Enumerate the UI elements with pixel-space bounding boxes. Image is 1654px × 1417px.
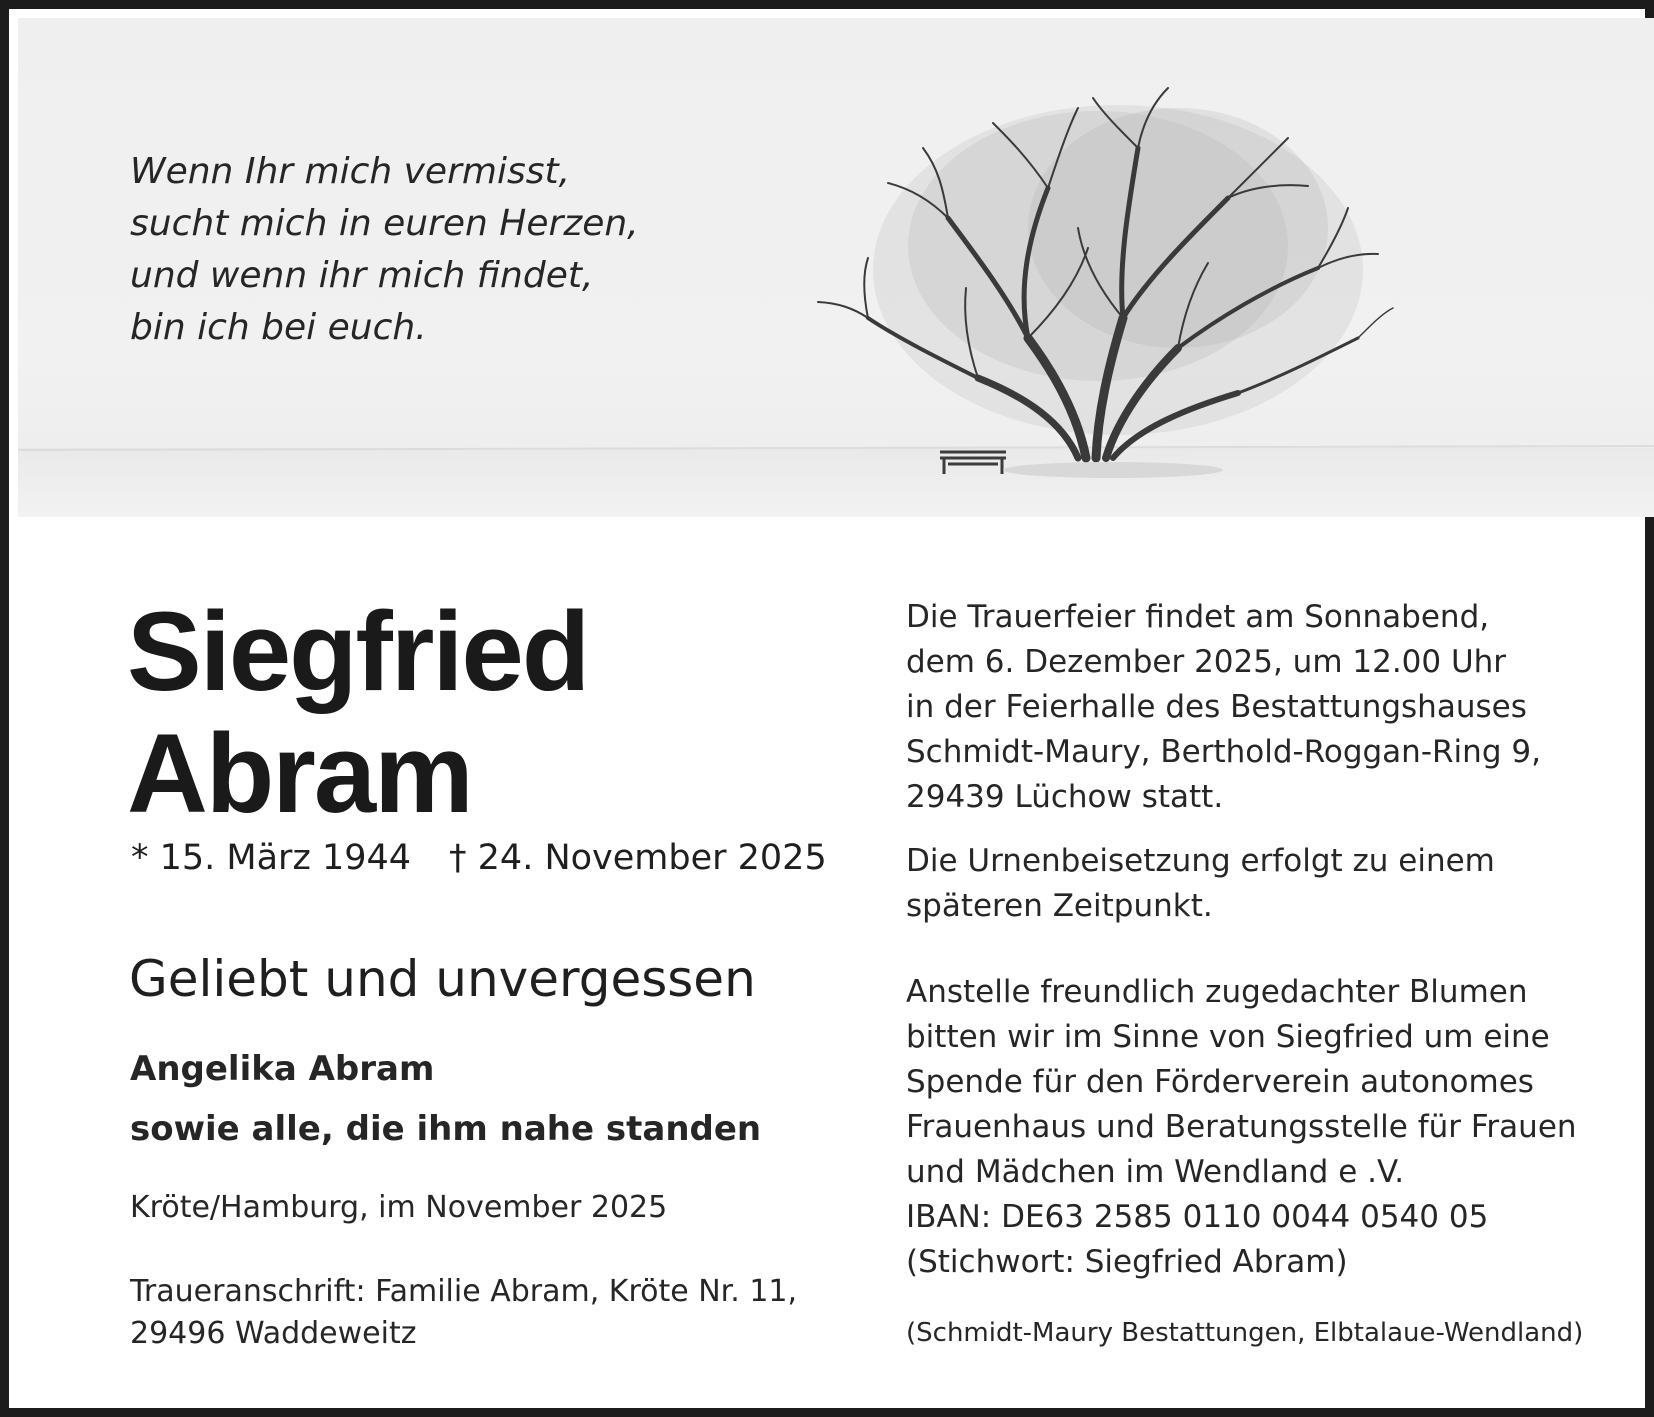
donation-line: bitten wir im Sinne von Siegfried um eine — [906, 1019, 1550, 1055]
mourner-line: sowie alle, die ihm nahe standen — [130, 1109, 762, 1149]
mourners — [130, 1039, 761, 1159]
quote-line: sucht mich in euren Herzen, — [130, 203, 639, 244]
address-line: Traueranschrift: Familie Abram, Kröte Nr. 11, — [130, 1274, 798, 1309]
donation-info — [906, 970, 1577, 1285]
last-name: Abram — [127, 711, 472, 836]
quote-line: bin ich bei euch. — [130, 307, 427, 348]
birth-date: * 15. März 1944 — [131, 838, 412, 878]
quote-line: und wenn ihr mich findet, — [130, 255, 594, 296]
ceremony-line: Die Trauerfeier findet am Sonnabend, — [906, 599, 1490, 635]
motto: Geliebt und unvergessen — [129, 950, 756, 1008]
snow-field — [18, 448, 1654, 517]
ceremony-line: in der Feierhalle des Bestattungshauses — [906, 689, 1527, 725]
ceremony-line: Schmidt-Maury, Berthold-Roggan-Ring 9, — [906, 734, 1541, 770]
place-date: Kröte/Hamburg, im November 2025 — [130, 1190, 668, 1225]
tree-icon — [818, 88, 1393, 458]
donation-line: Frauenhaus und Beratungsstelle für Frauen — [906, 1109, 1577, 1145]
first-name: Siegfried — [127, 589, 589, 714]
life-dates — [131, 835, 827, 881]
donation-line: Anstelle freundlich zugedachter Blumen — [906, 974, 1528, 1010]
urn-burial-info — [906, 839, 1495, 929]
ceremony-line: 29439 Lüchow statt. — [906, 779, 1224, 815]
funeral-home-credit: (Schmidt-Maury Bestattungen, Elbtalaue-Wendland) — [906, 1318, 1584, 1348]
winter-tree-photo — [18, 18, 1654, 517]
ceremony-info — [906, 595, 1541, 820]
address-line: 29496 Waddeweitz — [130, 1316, 417, 1351]
keyword-line: (Stichwort: Siegfried Abram) — [906, 1244, 1348, 1280]
mourner-line: Angelika Abram — [130, 1049, 435, 1089]
iban-line: IBAN: DE63 2585 0110 0044 0540 05 — [906, 1199, 1489, 1235]
donation-line: Spende für den Förderverein autonomes — [906, 1064, 1534, 1100]
memorial-quote — [130, 146, 639, 354]
urn-line: Die Urnenbeisetzung erfolgt zu einem — [906, 843, 1495, 879]
death-date: † 24. November 2025 — [449, 838, 827, 878]
deceased-name — [127, 591, 588, 835]
donation-line: und Mädchen im Wendland e .V. — [906, 1154, 1405, 1190]
quote-line: Wenn Ihr mich vermisst, — [130, 151, 571, 192]
urn-line: späteren Zeitpunkt. — [906, 888, 1213, 924]
ceremony-line: dem 6. Dezember 2025, um 12.00 Uhr — [906, 644, 1507, 680]
condolence-address — [130, 1271, 797, 1355]
